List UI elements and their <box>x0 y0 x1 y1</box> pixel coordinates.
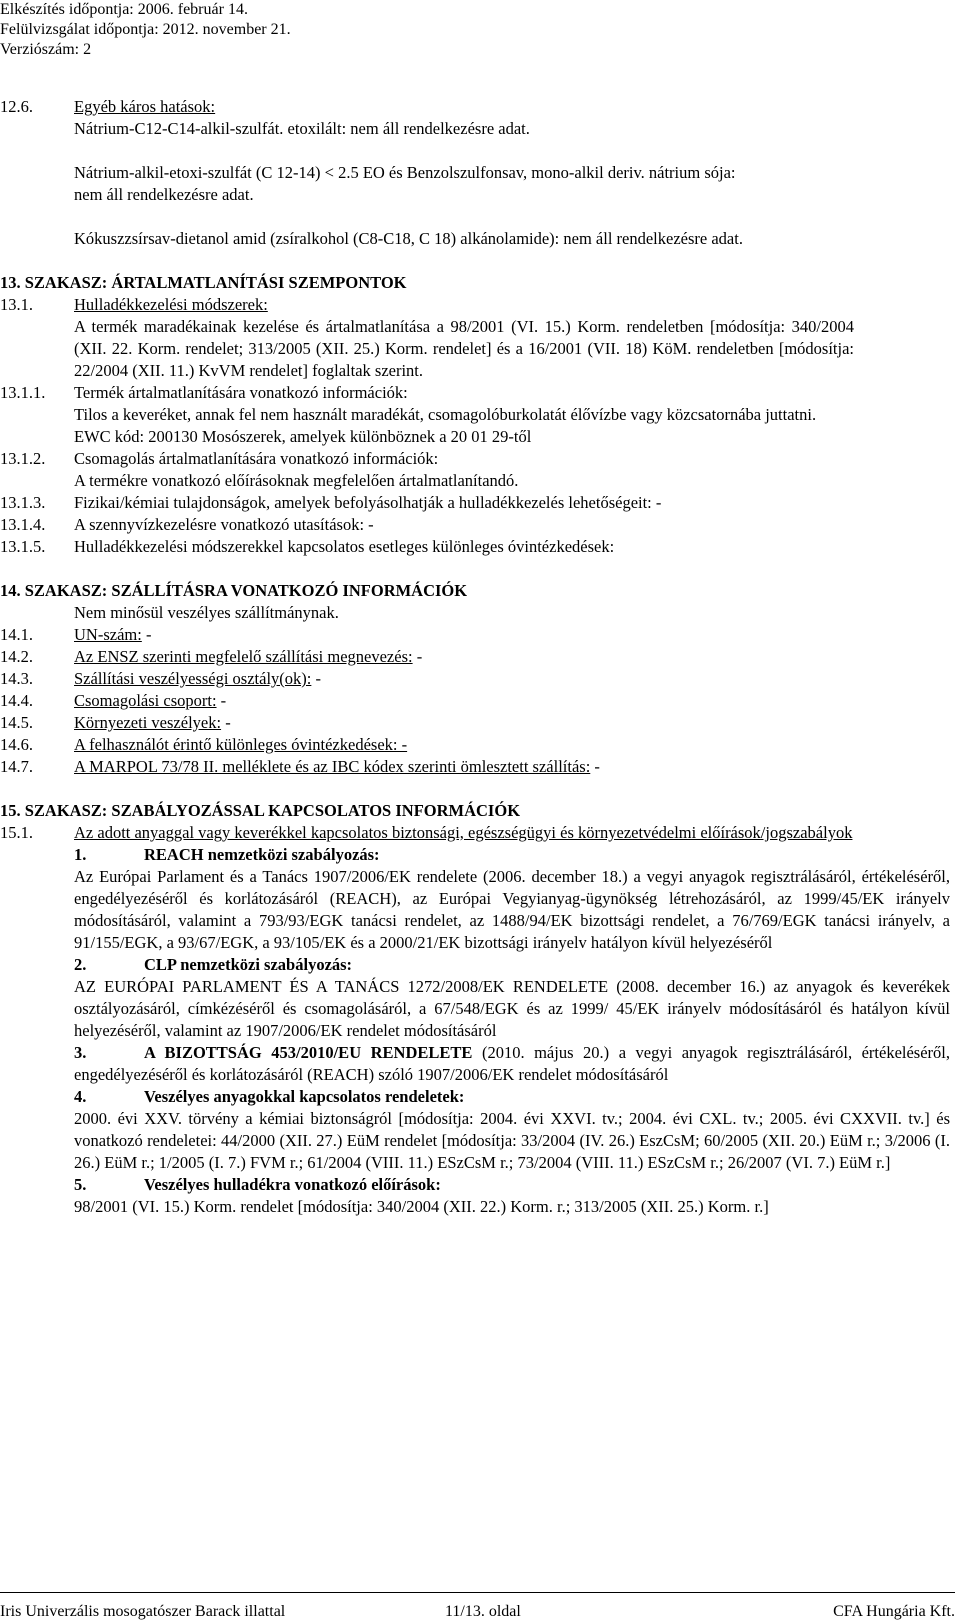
transport-item-text <box>74 668 950 690</box>
subheading-title: A BIZOTTSÁG 453/2010/EU RENDELETE <box>144 1043 473 1062</box>
paragraph: A termék maradékainak kezelése és ártalmatlanítása a 98/2001 (VI. 15.) Korm. rendeletben [módosítja: 340/2004 (XII. 22. Korm. rendelet; 313/2005 (XII. 25.) Korm. rendelet] és a 16/2001 (VII. 18) KöM. rendeletben [módosítja: 22/2004 (XII. 11.) KvVM rendelet] foglaltak szerint. <box>74 317 854 380</box>
section-15-1 <box>0 822 950 844</box>
subheading-title: Veszélyes anyagokkal kapcsolatos rendeletek: <box>144 1087 465 1106</box>
transport-item-label: Szállítási veszélyességi osztály(ok): <box>74 669 312 688</box>
section-number: 13.1. <box>0 295 33 314</box>
subheading-title: Veszélyes hulladékra vonatkozó előírások: <box>144 1175 441 1194</box>
subheading-number: 2. <box>74 955 87 974</box>
transport-item-text <box>74 690 950 712</box>
section-number: 13.1.4. <box>0 515 46 534</box>
paragraph: Kókuszzsírsav-dietanol amid (zsíralkohol (C8-C18, C 18) alkánolamide): nem áll rendelkezésre adat. <box>74 229 743 248</box>
page-content <box>0 96 950 1218</box>
subheading-number: 3. <box>74 1043 87 1062</box>
section-number: 13.1.1. <box>0 383 46 402</box>
paragraph: Nátrium-C12-C14-alkil-szulfát. etoxilált: nem áll rendelkezésre adat. <box>74 119 530 138</box>
section-13-1-2 <box>0 448 950 470</box>
transport-item <box>0 690 950 712</box>
subheading-title: CLP nemzetközi szabályozás: <box>144 955 353 974</box>
subheading-number: 1. <box>74 845 87 864</box>
section-12-6 <box>0 96 950 118</box>
section-number: 13.1.2. <box>0 449 46 468</box>
page-number: 11/13. oldal <box>445 1603 521 1620</box>
paragraph-text: (2010. május 20.) a vegyi anyagok regisztrálásáról, értékeléséről, engedélyezéséről és korlátozásáról (REACH) szóló 1907/2006/EK rendelet módosításáról <box>74 1043 951 1084</box>
transport-item-label: A MARPOL 73/78 II. melléklete és az IBC kódex szerinti ömlesztett szállítás: <box>74 757 591 776</box>
paragraph: 98/2001 (VI. 15.) Korm. rendelet [módosítja: 340/2004 (XII. 22.) Korm. r.; 313/2005 (XII. 25.) Korm. r.] <box>74 1197 769 1216</box>
transport-item-text <box>74 646 950 668</box>
section-number: 14.5. <box>0 713 33 732</box>
section-number: 14.2. <box>0 647 33 666</box>
transport-item <box>0 756 950 778</box>
transport-item-value: - <box>590 757 600 776</box>
section-number: 13.1.3. <box>0 493 46 512</box>
section-14-heading: 14. SZAKASZ: SZÁLLÍTÁSRA VONATKOZÓ INFORMÁCIÓK <box>0 581 468 600</box>
paragraph <box>74 1042 950 1086</box>
paragraph: A termékre vonatkozó előírásoknak megfelelően ártalmatlanítandó. <box>74 471 519 490</box>
transport-item-value: - <box>216 691 227 710</box>
section-13-1 <box>0 294 950 316</box>
subheading <box>74 844 950 866</box>
section-text: Hulladékkezelési módszerekkel kapcsolatos esetleges különleges óvintézkedések: <box>74 537 615 556</box>
section-title: Hulladékkezelési módszerek: <box>74 295 268 314</box>
section-13-1-1 <box>0 382 950 404</box>
page-footer <box>0 1592 955 1620</box>
paragraph: nem áll rendelkezésre adat. <box>74 185 254 204</box>
transport-item <box>0 646 950 668</box>
subheading-title: REACH nemzetközi szabályozás: <box>144 845 380 864</box>
section-number: 15.1. <box>0 823 33 842</box>
created-date: Elkészítés időpontja: 2006. február 14. <box>0 1 248 18</box>
section-title: Az adott anyaggal vagy keverékkel kapcsolatos biztonsági, egészségügyi és környezetvédelmi előírások/jogszabályok <box>74 823 853 842</box>
subheading-number: 5. <box>74 1175 87 1194</box>
subheading <box>74 954 950 976</box>
paragraph: Nem minősül veszélyes szállítmánynak. <box>74 603 339 622</box>
transport-item <box>0 624 950 646</box>
transport-item <box>0 668 950 690</box>
transport-item-label: Az ENSZ szerinti megfelelő szállítási megnevezés: <box>74 647 413 666</box>
product-name: Iris Univerzális mosogatószer Barack illattal <box>0 1603 286 1620</box>
section-title: Termék ártalmatlanítására vonatkozó információk: <box>74 383 408 402</box>
subheading <box>74 1174 950 1196</box>
section-number: 13.1.5. <box>0 537 46 556</box>
transport-list <box>0 624 950 778</box>
transport-item-value: - <box>141 625 152 644</box>
section-number: 12.6. <box>0 97 33 116</box>
paragraph: Nátrium-alkil-etoxi-szulfát (C 12-14) < 2.5 EO és Benzolszulfonsav, mono-alkil deriv. nátrium sója: <box>74 163 736 182</box>
subheading <box>74 1086 950 1108</box>
section-13-1-4 <box>0 514 950 536</box>
section-text: A szennyvízkezelésre vonatkozó utasítások: - <box>74 515 374 534</box>
section-13-heading: 13. SZAKASZ: ÁRTALMATLANÍTÁSI SZEMPONTOK <box>0 273 407 292</box>
transport-item-text <box>74 712 950 734</box>
section-15-heading: 15. SZAKASZ: SZABÁLYOZÁSSAL KAPCSOLATOS INFORMÁCIÓK <box>0 801 521 820</box>
transport-item <box>0 712 950 734</box>
transport-item-label: UN-szám: <box>74 625 142 644</box>
paragraph: 2000. évi XXV. törvény a kémiai biztonságról [módosítja: 2004. évi XXVI. tv.; 2004. évi CXL. tv.; 2005. évi CXXVII. tv.] és vonatkozó rendeletei: 44/2000 (XII. 27.) EüM rendelet [módosítja: 33/2004 (IV. 26.) EszCsM; 60/2005 (XII. 20.) EüM r.; 3/2006 (I. 26.) EüM r.; 1/2005 (I. 7.) FVM r.; 61/2004 (VIII. 11.) ESzCsM r.; 73/2004 (VIII. 11.) ESzCsM r.; 26/2007 (VI. 7.) EüM r.] <box>74 1109 950 1172</box>
transport-item-label: A felhasználót érintő különleges óvintézkedések: - <box>74 735 408 754</box>
transport-item-value: - <box>311 669 321 688</box>
transport-item-text <box>74 624 950 646</box>
section-number: 14.7. <box>0 757 33 776</box>
ewc-code: EWC kód: 200130 Mosószerek, amelyek különböznek a 20 01 29-től <box>74 427 532 446</box>
company-name: CFA Hungária Kft. <box>833 1603 955 1620</box>
section-number: 14.4. <box>0 691 33 710</box>
section-number: 14.6. <box>0 735 33 754</box>
section-number: 14.3. <box>0 669 33 688</box>
paragraph: Tilos a keveréket, annak fel nem használt maradékát, csomagolóburkolatát élővízbe vagy közcsatornába juttatni. <box>74 405 817 424</box>
section-text: Fizikai/kémiai tulajdonságok, amelyek befolyásolhatják a hulladékkezelés lehetőségeit: - <box>74 493 662 512</box>
paragraph: AZ EURÓPAI PARLAMENT ÉS A TANÁCS 1272/2008/EK RENDELETE (2008. december 16.) az anyagok és keverékek osztályozásáról, címkézéséről és csomagolásáról, a 67/548/EGK és az 1999/ 45/EK irányelv módosításáról és hatályon kívül helyezéséről, valamint az 1907/2006/EK rendelet módosításáról <box>74 977 950 1040</box>
document-header <box>0 0 291 60</box>
section-number: 14.1. <box>0 625 33 644</box>
revised-date: Felülvizsgálat időpontja: 2012. november 21. <box>0 21 291 38</box>
transport-item-value: - <box>221 713 231 732</box>
subheading-number: 4. <box>74 1087 87 1106</box>
transport-item-label: Csomagolási csoport: <box>74 691 217 710</box>
transport-item-label: Környezeti veszélyek: <box>74 713 222 732</box>
transport-item-text <box>74 734 950 756</box>
version-number: Verziószám: 2 <box>0 41 92 58</box>
transport-item-text <box>74 756 950 778</box>
regulation-block <box>74 844 950 1218</box>
transport-item-value: - <box>412 647 423 666</box>
section-13-1-5 <box>0 536 950 558</box>
section-13-1-3 <box>0 492 950 514</box>
paragraph: Az Európai Parlament és a Tanács 1907/2006/EK rendelete (2006. december 18.) a vegyi anyagok regisztrálásáról, értékeléséről, engedélyezéséről és korlátozásáról (REACH), az Európai Vegyianyag-ügynökség létrehozásáról, az 1999/45/EK irányelv módosításáról, valamint a 793/93/EGK tanácsi rendelet, az 1488/94/EK bizottsági rendelet, a 76/769/EGK tanácsi irányelv, a 91/155/EGK, a 93/67/EGK, a 93/105/EK és a 2000/21/EK bizottsági irányelv hatályon kívül helyezéséről <box>74 867 950 952</box>
transport-item <box>0 734 950 756</box>
section-title: Csomagolás ártalmatlanítására vonatkozó információk: <box>74 449 439 468</box>
section-title: Egyéb káros hatások: <box>74 97 216 116</box>
